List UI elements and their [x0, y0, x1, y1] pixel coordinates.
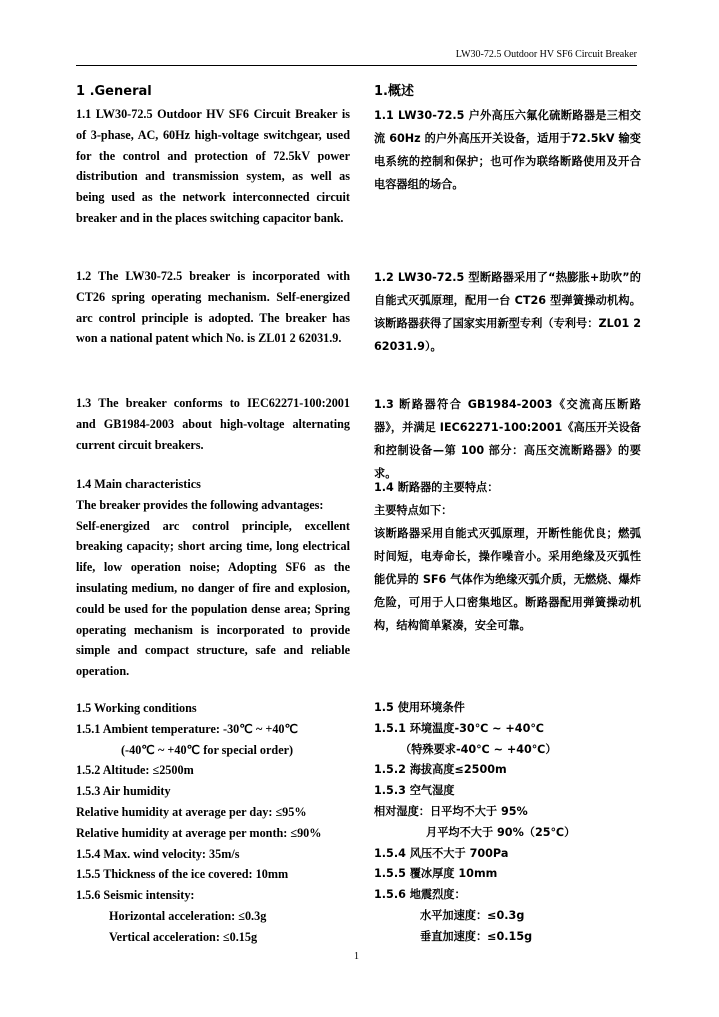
- english-section-title: 1 .General: [76, 84, 152, 99]
- chinese-para-1-2: 1.2 LW30-72.5 型断路器采用了“热膨胀+助吹”的自能式灭弧原理，配用一台 CT26 型弹簧操动机构。该断路器获得了国家实用新型专利（专利号：ZL01 2 62031.9）。: [374, 271, 641, 353]
- chinese-intro-1-4: 主要特点如下：: [374, 504, 453, 517]
- english-item-1-5-6: 1.5.6 Seismic intensity:: [76, 888, 195, 903]
- page-number: 1: [354, 951, 359, 962]
- chinese-heading-1-4: 1.4 断路器的主要特点：: [374, 481, 499, 494]
- english-para-1-3: 1.3 The breaker conforms to IEC62271-100:2001 and GB1984-2003 about high-voltage alternating current circuit breakers.: [76, 396, 350, 452]
- chinese-horizontal-acceleration: 水平加速度：≤0.3g: [420, 908, 525, 922]
- header-title: LW30-72.5 Outdoor HV SF6 Circuit Breaker: [455, 49, 637, 60]
- chinese-item-1-5-1: 1.5.1 环境温度-30℃ ~ +40℃: [374, 721, 544, 735]
- page-header: [76, 45, 637, 66]
- english-item-1-5-1-special: (-40℃ ~ +40℃ for special order): [121, 742, 294, 757]
- chinese-para-1-3: 1.3 断路器符合 GB1984-2003《交流高压断路器》，并满足 IEC62271-100:2001《高压开关设备和控制设备—第 100 部分：高压交流断路器》的要求。: [374, 398, 641, 480]
- chinese-humidity-month: 月平均不大于 90%（25℃）: [426, 825, 576, 839]
- english-humidity-month: Relative humidity at average per month: ≤90%: [76, 825, 322, 840]
- english-humidity-day: Relative humidity at average per day: ≤95%: [76, 804, 307, 819]
- english-item-1-5-3: 1.5.3 Air humidity: [76, 784, 171, 799]
- chinese-item-1-5-3: 1.5.3 空气湿度: [374, 784, 455, 798]
- chinese-item-1-5-2: 1.5.2 海拔高度≤2500m: [374, 763, 507, 777]
- chinese-item-1-5-1-special: （特殊要求-40℃ ~ +40℃）: [400, 742, 557, 756]
- english-heading-1-4: 1.4 Main characteristics: [76, 477, 201, 491]
- english-heading-1-5: 1.5 Working conditions: [76, 701, 197, 715]
- english-item-1-5-1: 1.5.1 Ambient temperature: -30℃ ~ +40℃: [76, 721, 299, 736]
- english-item-1-5-2: 1.5.2 Altitude: ≤2500m: [76, 763, 194, 778]
- english-item-1-5-4: 1.5.4 Max. wind velocity: 35m/s: [76, 846, 240, 861]
- chinese-heading-1-5: 1.5 使用环境条件: [374, 701, 465, 714]
- chinese-item-1-5-5: 1.5.5 覆冰厚度 10mm: [374, 867, 498, 881]
- english-vertical-acceleration: Vertical acceleration: ≤0.15g: [109, 929, 258, 944]
- chinese-vertical-acceleration: 垂直加速度：≤0.15g: [420, 929, 533, 943]
- chinese-item-1-5-6: 1.5.6 地震烈度：: [374, 888, 466, 902]
- chinese-humidity-day: 相对湿度：日平均不大于 95%: [374, 804, 528, 818]
- chinese-para-1-4: 该断路器采用自能式灭弧原理，开断性能优良；燃弧时间短，电寿命长，操作噪音小。采用绝缘及灭弧性能优异的 SF6 气体作为绝缘灭弧介质，无燃烧、爆炸危险，可用于人口密集地区。断路器配用弹簧操动机构，结构简单紧凑，安全可靠。: [374, 527, 641, 632]
- english-para-1-2: 1.2 The LW30-72.5 breaker is incorporated with CT26 spring operating mechanism. Self-energized arc control principle is adopted. The breaker has won a national patent which No. is ZL01 2 62031.9.: [76, 269, 350, 346]
- english-para-1-1: 1.1 LW30-72.5 Outdoor HV SF6 Circuit Breaker is of 3-phase, AC, 60Hz high-voltage switchgear, used for the control and protection of 72.5kV power distribution and transmission system, as well as being used as the network interconnected circuit breaker and in the places switching capacitor bank.: [76, 107, 350, 225]
- chinese-section-title: 1.概述: [374, 84, 414, 99]
- chinese-para-1-1: 1.1 LW30-72.5 户外高压六氟化硫断路器是三相交流 60Hz 的户外高压开关设备，适用于72.5kV 输变电系统的控制和保护；也可作为联络断路使用及开合电容器组的场合。: [374, 109, 641, 191]
- chinese-item-1-5-4: 1.5.4 风压不大于 700Pa: [374, 846, 509, 860]
- english-horizontal-acceleration: Horizontal acceleration: ≤0.3g: [109, 908, 267, 923]
- english-intro-1-4: The breaker provides the following advantages:: [76, 497, 324, 512]
- english-para-1-4: Self-energized arc control principle, excellent breaking capacity; short arcing time, long electrical life, low operation noise; Adopting SF6 as the insulating medium, no danger of fire and explosion, could be used for the population dense area; Spring operating mechanism is incorporated to provide simple and compact structure, safe and reliable operation.: [76, 518, 350, 679]
- english-item-1-5-5: 1.5.5 Thickness of the ice covered: 10mm: [76, 867, 289, 882]
